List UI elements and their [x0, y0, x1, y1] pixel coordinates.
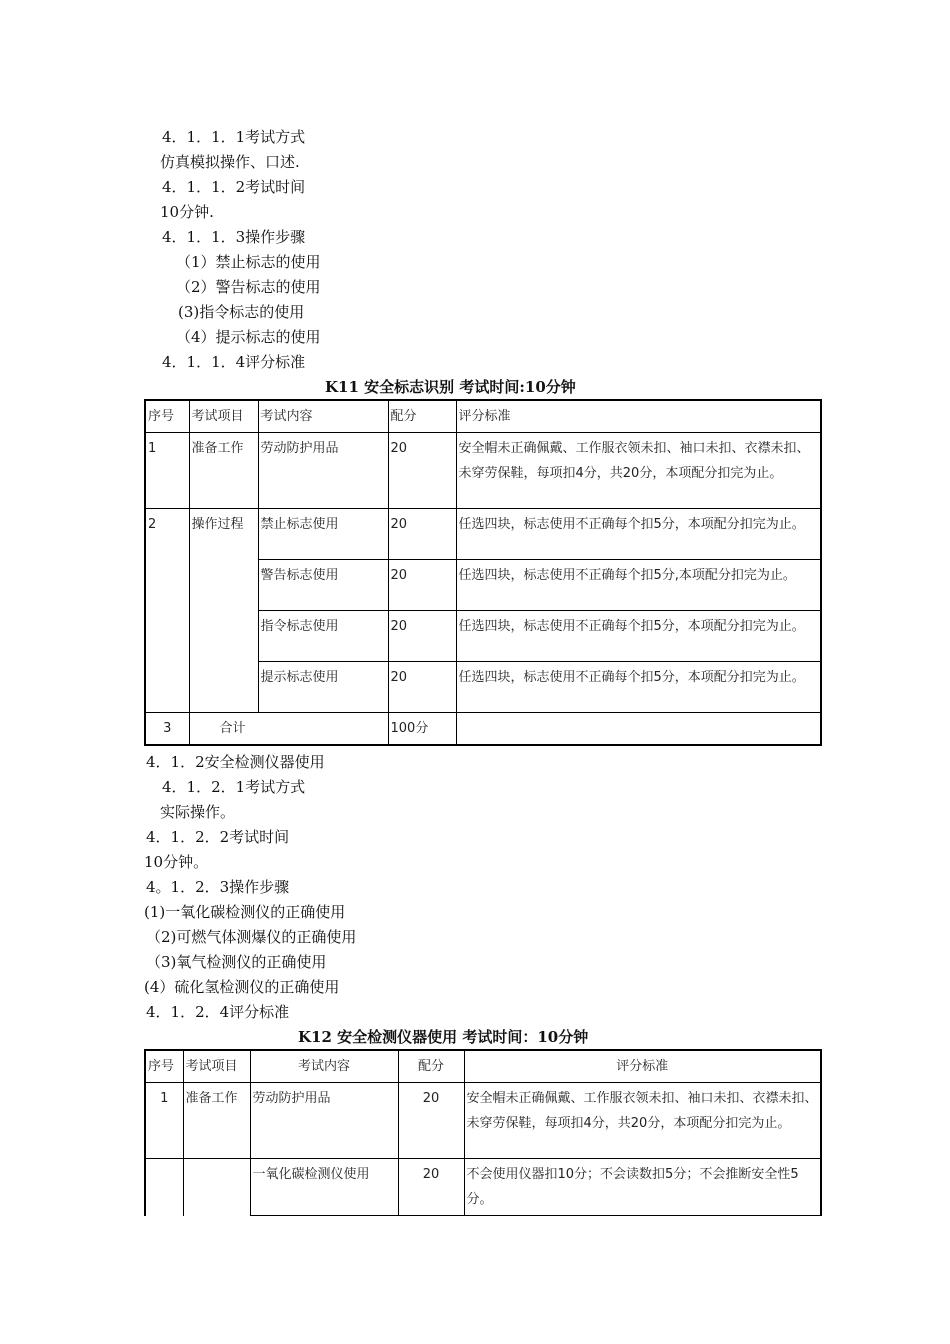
cell-criteria: 任选四块，标志使用不正确每个扣5分，本项配分扣完为止。 — [456, 509, 821, 560]
cell-no: 1 — [145, 433, 189, 509]
heading-4121: 4．1．2．1考试方式 — [162, 778, 306, 796]
cell-criteria: 任选四块，标志使用不正确每个扣5分，本项配分扣完为止。 — [456, 662, 821, 713]
heading-412: 4．1．2安全检测仪器使用 — [146, 753, 325, 771]
header-no: 序号 — [145, 1050, 183, 1083]
cell-item: 准备工作 — [183, 1083, 250, 1159]
cell-no: 2 — [145, 509, 189, 713]
cell-item — [183, 1159, 250, 1216]
header-score: 配分 — [398, 1050, 464, 1083]
cell-criteria: 安全帽未正确佩戴、工作服衣领未扣、袖口未扣、衣襟未扣、未穿劳保鞋，每项扣4分，共20分，本项配分扣完为止。 — [456, 433, 821, 509]
cell-criteria: 安全帽未正确佩戴、工作服衣领未扣、袖口未扣、衣襟未扣、未穿劳保鞋，每项扣4分，共20分，本项配分扣完为止。 — [464, 1083, 821, 1159]
text-exam-method-2: 实际操作。 — [160, 803, 236, 821]
table-row — [145, 1159, 821, 1216]
header-criteria: 评分标准 — [456, 400, 821, 433]
cell-content: 指令标志使用 — [258, 611, 388, 662]
step2-1: (1)一氧化碳检测仪的正确使用 — [144, 903, 346, 921]
step-2: （2）警告标志的使用 — [176, 278, 321, 296]
heading-4114: 4．1．1．4评分标准 — [162, 353, 306, 371]
cell-content: 一氧化碳检测仪使用 — [250, 1159, 398, 1216]
header-no: 序号 — [145, 400, 189, 433]
step2-4: (4）硫化氢检测仪的正确使用 — [144, 978, 340, 996]
heading-4112: 4．1．1．2考试时间 — [162, 178, 306, 196]
cell-score: 20 — [398, 1083, 464, 1159]
cell-score: 20 — [388, 611, 456, 662]
cell-no: 1 — [145, 1083, 183, 1159]
header-content: 考试内容 — [258, 400, 388, 433]
cell-criteria: 任选四块，标志使用不正确每个扣5分,本项配分扣完为止。 — [456, 560, 821, 611]
scoring-table-k11 — [144, 399, 822, 746]
cell-score: 20 — [388, 509, 456, 560]
cell-total-label: 合计 — [189, 713, 388, 746]
step-4: （4）提示标志的使用 — [176, 328, 321, 346]
cell-content: 提示标志使用 — [258, 662, 388, 713]
cell-item: 操作过程 — [189, 509, 258, 713]
step-3: (3)指令标志的使用 — [178, 303, 305, 321]
cell-content: 劳动防护用品 — [258, 433, 388, 509]
table-row — [145, 1083, 821, 1159]
cell-criteria: 不会使用仪器扣10分；不会读数扣5分；不会推断安全性5分。 — [464, 1159, 821, 1216]
cell-content: 禁止标志使用 — [258, 509, 388, 560]
cell-total-no: 3 — [145, 713, 189, 746]
table-total-row — [145, 713, 821, 746]
header-criteria: 评分标准 — [464, 1050, 821, 1083]
cell-total-criteria — [456, 713, 821, 746]
table-row — [145, 509, 821, 560]
cell-score: 20 — [388, 662, 456, 713]
heading-4123: 4。1．2．3操作步骤 — [146, 878, 290, 896]
table1-caption: K11 安全标志识别 考试时间:10分钟 — [325, 378, 576, 396]
header-content: 考试内容 — [250, 1050, 398, 1083]
cell-total-score: 100分 — [388, 713, 456, 746]
text-exam-method: 仿真模拟操作、口述. — [160, 153, 300, 171]
cell-content: 劳动防护用品 — [250, 1083, 398, 1159]
table2-caption: K12 安全检测仪器使用 考试时间：10分钟 — [298, 1028, 589, 1046]
cell-item: 准备工作 — [189, 433, 258, 509]
scoring-table-k12 — [144, 1049, 822, 1216]
table-header-row — [145, 400, 821, 433]
header-item: 考试项目 — [183, 1050, 250, 1083]
heading-4122: 4．1．2．2考试时间 — [146, 828, 290, 846]
text-exam-time: 10分钟. — [160, 203, 214, 221]
table-row — [145, 433, 821, 509]
header-score: 配分 — [388, 400, 456, 433]
cell-score: 20 — [388, 560, 456, 611]
table-header-row — [145, 1050, 821, 1083]
cell-no — [145, 1159, 183, 1216]
cell-content: 警告标志使用 — [258, 560, 388, 611]
heading-4111: 4．1．1．1考试方式 — [162, 128, 306, 146]
header-item: 考试项目 — [189, 400, 258, 433]
step2-3: （3)氧气检测仪的正确使用 — [146, 953, 327, 971]
step2-2: （2)可燃气体测爆仪的正确使用 — [146, 928, 357, 946]
heading-4124: 4．1．2．4评分标准 — [146, 1003, 290, 1021]
cell-criteria: 任选四块，标志使用不正确每个扣5分，本项配分扣完为止。 — [456, 611, 821, 662]
text-exam-time-2: 10分钟。 — [144, 853, 209, 871]
step-1: （1）禁止标志的使用 — [176, 253, 321, 271]
cell-score: 20 — [388, 433, 456, 509]
heading-4113: 4．1．1．3操作步骤 — [162, 228, 306, 246]
cell-score: 20 — [398, 1159, 464, 1216]
